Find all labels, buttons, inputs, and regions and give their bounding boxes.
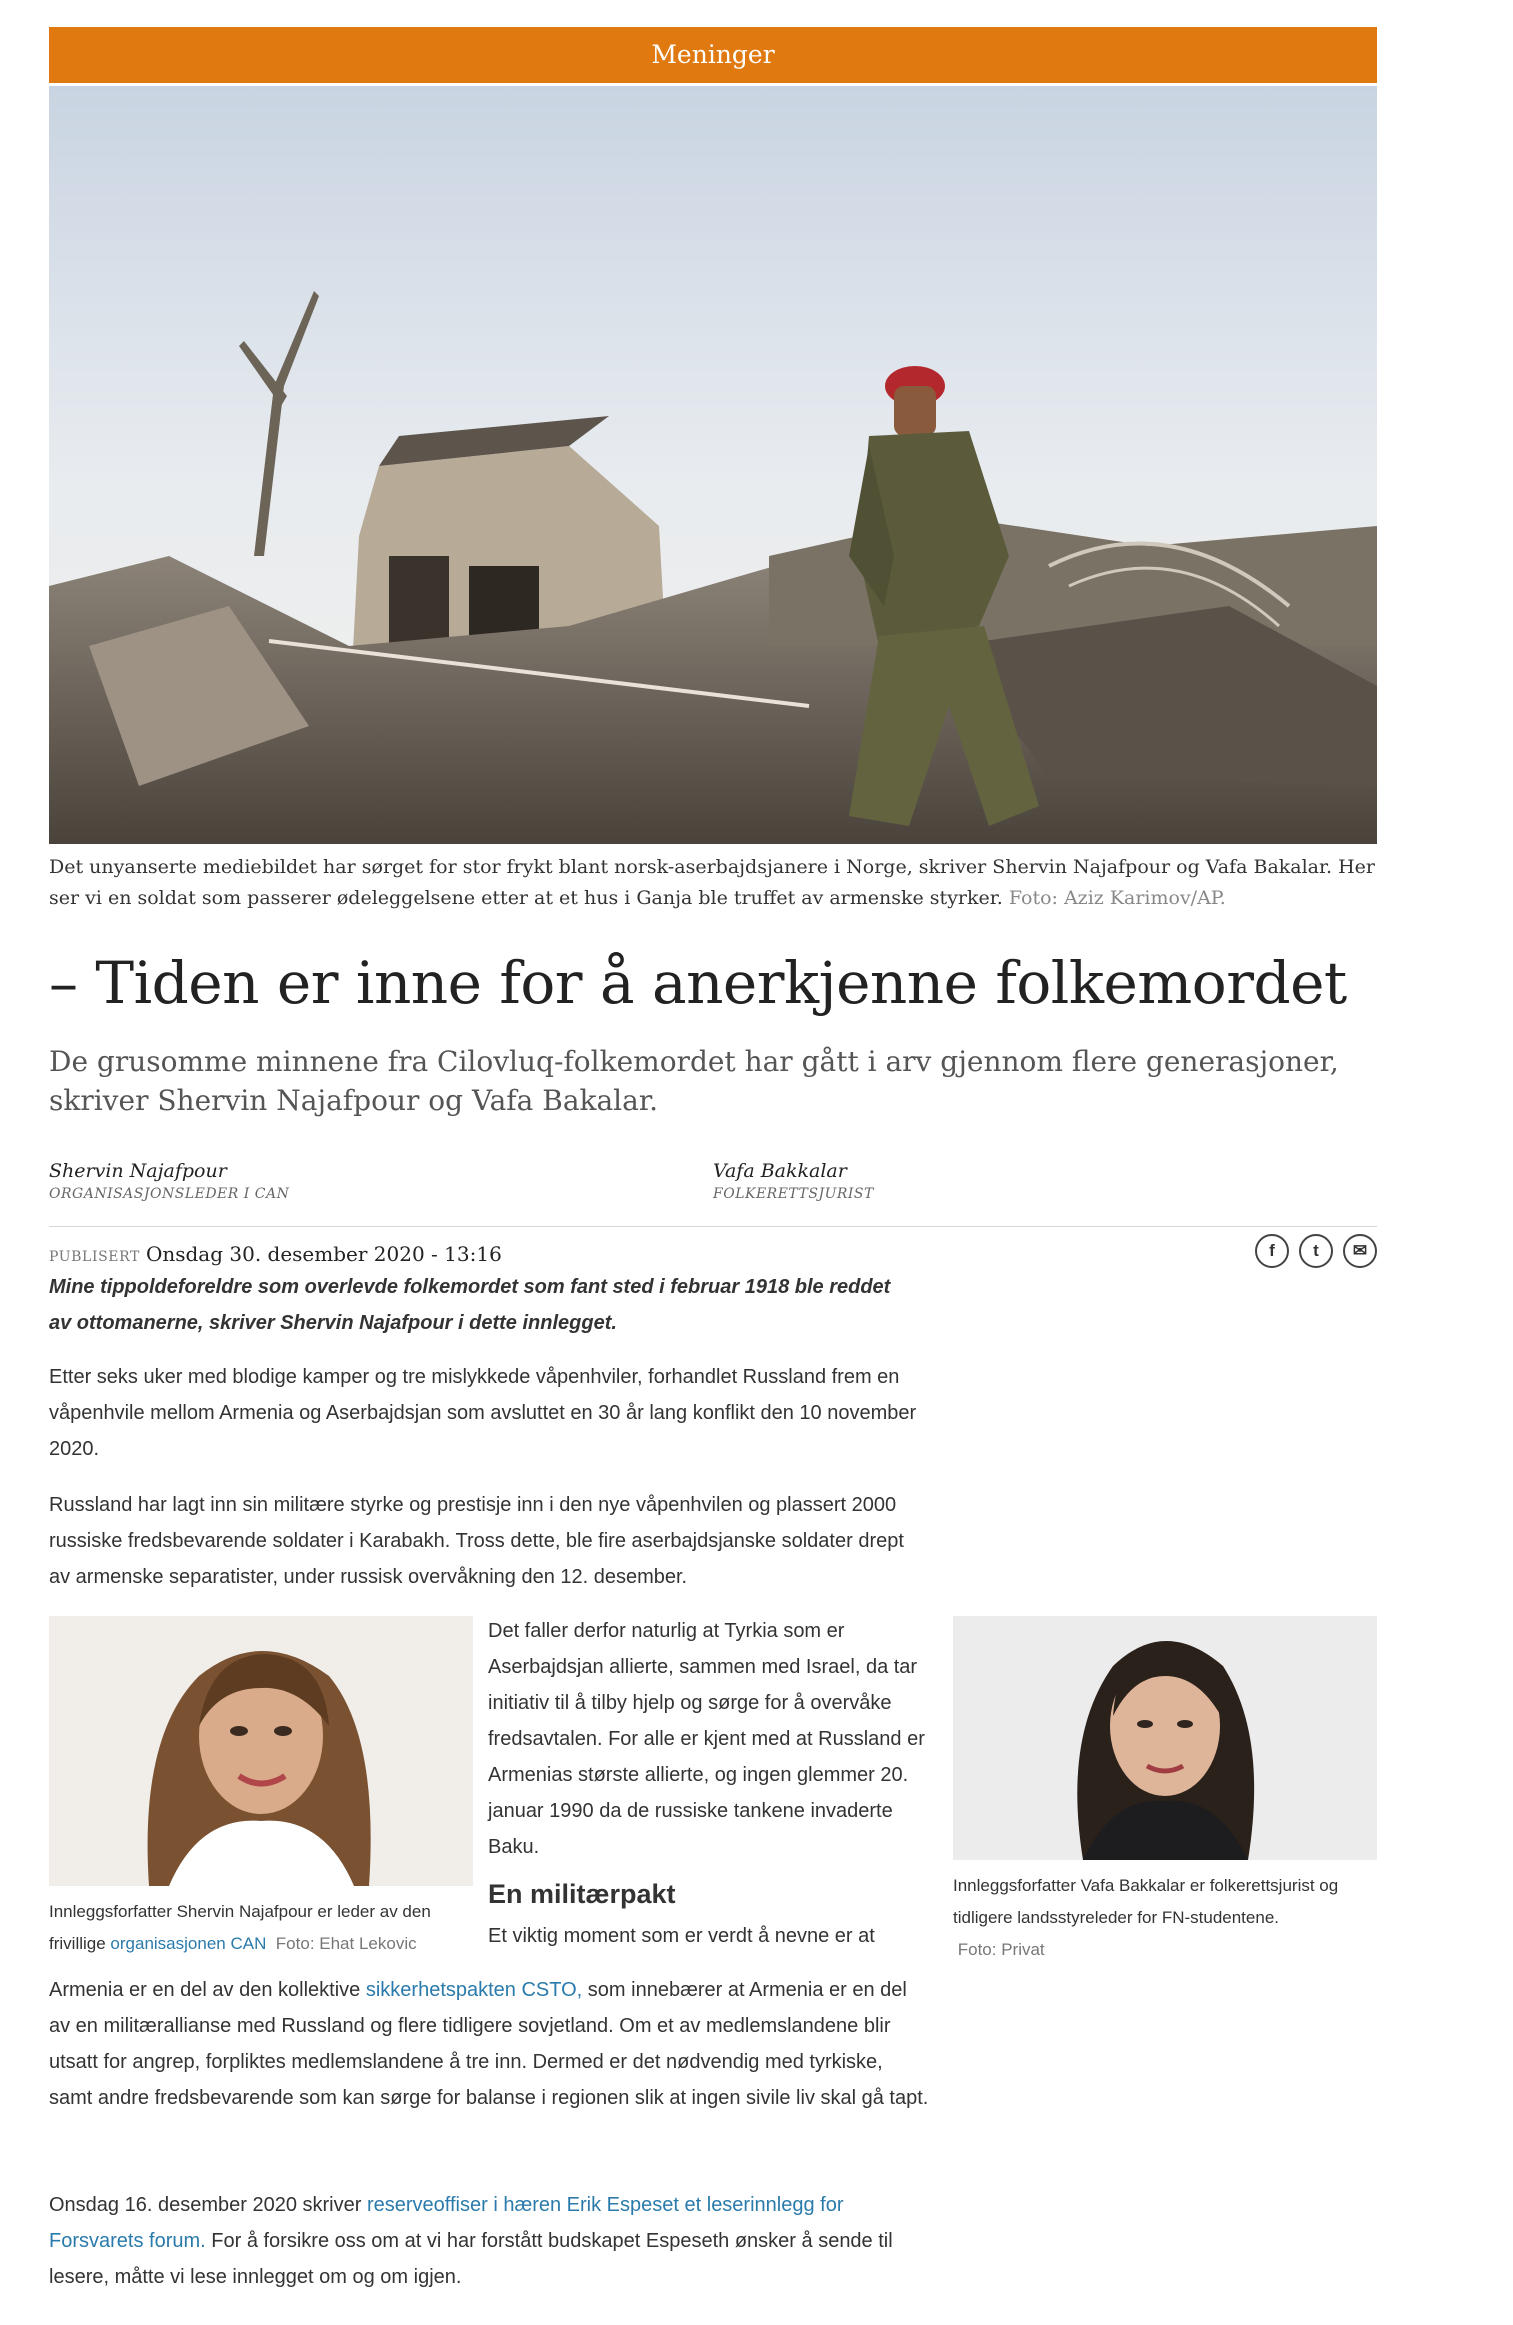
paragraph [49, 2187, 929, 2295]
twitter-icon: t [1313, 1241, 1319, 1260]
author-photo-caption [49, 1896, 473, 1960]
subheading: En militærpakt [488, 1879, 676, 1909]
author-photo-shervin [49, 1616, 473, 1886]
hero-caption-text: Det unyanserte mediebildet har sørget for stor frykt blant norsk-aserbajdsjanere i Norge, skriver Shervin Najafpour og Vafa Bakalar. Her ser vi en soldat som passerer ødeleggelsene etter at et hus i Ganja ble truffet av armenske styrker. [49, 856, 1375, 909]
espeset-article-link[interactable]: reserveoffiser i hæren Erik Espeset et leserinnlegg for Forsvarets forum. [49, 2194, 844, 2252]
paragraph: Det faller derfor naturlig at Tyrkia som er Aserbajdsjan allierte, sammen med Israel, da tar initiativ til å tilby hjelp og sørge for å overvåke fredsavtalen. For alle er kjent med at Russland er Armenias største allierte, og ingen glemmer 20. januar 1990 da de russiske tankene invaderte Baku. [488, 1620, 925, 1858]
author-list [49, 1158, 1377, 1208]
author-card[interactable] [713, 1158, 1377, 1208]
article-intro: Mine tippoldeforeldre som overlevde folkemordet som fant sted i februar 1918 ble reddet av ottomanerne, skriver Shervin Najafpour i dette innlegget. [49, 1276, 891, 1334]
email-icon: ✉ [1352, 1241, 1368, 1260]
paragraph-text: Armenia er en del av den kollektive [49, 1979, 361, 2001]
csto-link[interactable]: sikkerhetspakten CSTO, [365, 1979, 583, 2001]
paragraph-text: Onsdag 16. desember 2020 skriver [49, 2194, 362, 2216]
photo-credit: Foto: Privat [957, 1940, 1045, 1959]
paragraph: Russland har lagt inn sin militære styrke og prestisje inn i den nye våpenhvilen og plassert 2000 russiske fredsbevarende soldater i Karabakh. Tross dette, ble fire aserbajdsjanske soldater drept av armenske separatister, under russisk overvåkning den 12. desember. [49, 1494, 904, 1588]
article-headline: – Tiden er inne for å anerkjenne folkemordet [49, 949, 1347, 1017]
publish-date [49, 1242, 502, 1266]
share-buttons [1255, 1234, 1377, 1268]
article-column [488, 1613, 928, 1954]
author-photo-figure [953, 1616, 1377, 1966]
email-share-button[interactable] [1343, 1234, 1377, 1268]
twitter-share-button[interactable] [1299, 1234, 1333, 1268]
facebook-icon: f [1269, 1241, 1275, 1260]
caption-text: Innleggsforfatter Shervin Najafpour er leder av den frivillige [49, 1902, 431, 1953]
author-card[interactable] [49, 1158, 713, 1208]
author-name[interactable]: Vafa Bakkalar [713, 1160, 847, 1182]
photo-credit: Foto: Ehat Lekovic [275, 1934, 417, 1953]
paragraph-start: Et viktig moment som er verdt å nevne er at [488, 1925, 875, 1947]
author-name[interactable]: Shervin Najafpour [49, 1160, 227, 1182]
organisation-can-link[interactable]: organisasjonen CAN [110, 1934, 267, 1953]
hero-caption [49, 852, 1377, 914]
paragraph: Etter seks uker med blodige kamper og tre mislykkede våpenhviler, forhandlet Russland frem en våpenhvile mellom Armenia og Aserbajdsjan som avsluttet en 30 år lang konflikt den 10 november 2020. [49, 1366, 917, 1460]
paragraph-text: som innebærer at Armenia er en del av en militærallianse med Russland og flere tidligere sovjetland. Om et av medlemslandene blir utsatt for angrep, forpliktes medlemslandene å tre inn. Dermed er det nødvendig med tyrkiske, samt andre fredsbevarende som kan sørge for balanse i regionen slik at ingen sivile liv skal gå tapt. [49, 1979, 929, 2109]
section-banner[interactable]: Meninger [49, 27, 1377, 83]
article-lead: De grusomme minnene fra Cilovluq-folkemordet har gått i arv gjennom flere generasjoner, skriver Shervin Najafpour og Vafa Bakalar. [49, 1045, 1339, 1117]
publish-label: PUBLISERT [49, 1249, 140, 1265]
facebook-share-button[interactable] [1255, 1234, 1289, 1268]
author-role: FOLKERETTSJURIST [713, 1186, 874, 1202]
author-role: ORGANISASJONSLEDER I CAN [49, 1186, 290, 1202]
author-photo-vafa [953, 1616, 1377, 1860]
author-photo-caption [953, 1870, 1377, 1966]
publish-datetime: Onsdag 30. desember 2020 - 13:16 [145, 1242, 502, 1266]
author-photo-figure [49, 1616, 473, 1960]
paragraph-text: For å forsikre oss om at vi har forstått budskapet Espeseth ønsker å sende til lesere, måtte vi lese innlegget om og om igjen. [49, 2230, 893, 2288]
hero-photo [49, 86, 1377, 844]
article-page [49, 27, 1377, 1281]
caption-text: Innleggsforfatter Vafa Bakkalar er folkerettsjurist og tidligere landsstyreleder for FN-studentene. [953, 1876, 1339, 1927]
hero-photo-credit: Foto: Aziz Karimov/AP. [1008, 887, 1226, 909]
paragraph-continued [49, 1972, 929, 2116]
